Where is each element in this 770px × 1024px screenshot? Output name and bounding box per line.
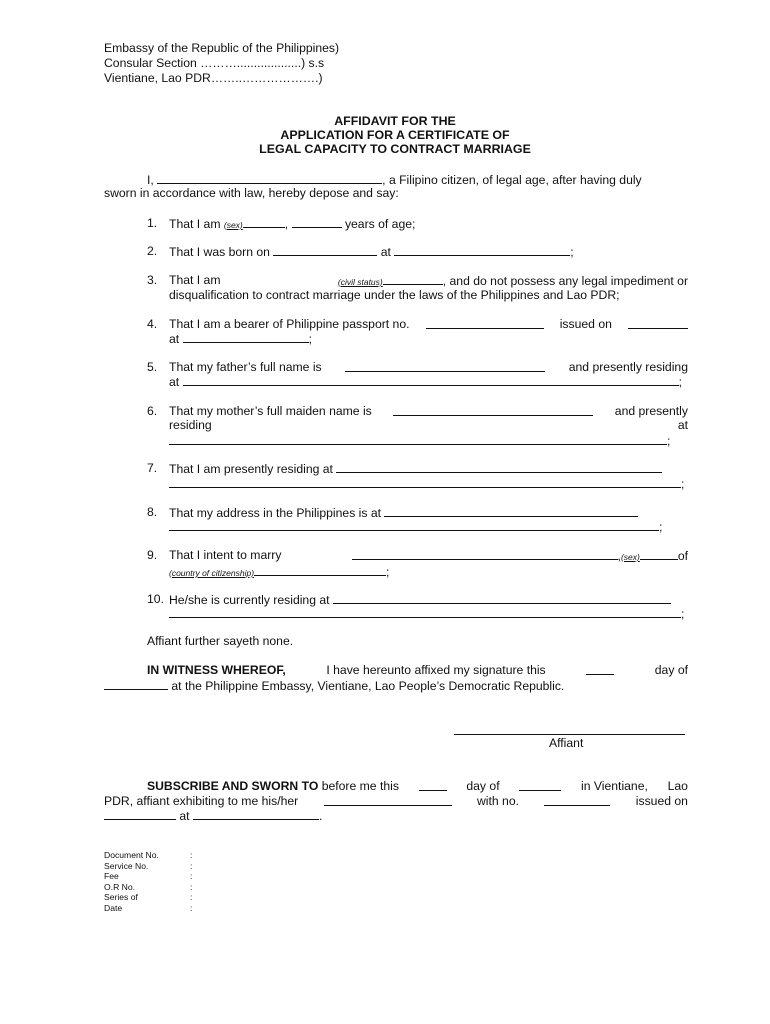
item-4-at: at	[169, 332, 180, 346]
subscribe-day-of: day of	[466, 779, 500, 793]
item-10-line-2	[169, 606, 684, 622]
birth-date-field[interactable]	[273, 244, 377, 256]
subscribe-place: in Vientiane,	[581, 779, 648, 793]
item-9-number: 9.	[147, 548, 158, 562]
item-3-line-2: disqualification to contract marriage under the laws of the Philippines and Lao PDR;	[169, 288, 620, 302]
subscribe-month-field[interactable]	[519, 779, 561, 791]
doc-meta-row	[104, 892, 192, 903]
item-5-line-2	[169, 374, 682, 390]
item-9-line-1: That I intent to marry ,(sex) of	[169, 548, 688, 563]
item-6-presently: and presently	[614, 404, 688, 418]
item-4-number: 4.	[147, 317, 158, 331]
spouse-sex-field[interactable]	[640, 548, 678, 560]
item-5-semicolon: ;	[678, 375, 682, 389]
item-6-text: That my mother’s full maiden name is	[169, 404, 372, 418]
doc-meta-label: Document No.	[104, 850, 159, 860]
further-sayeth: Affiant further sayeth none.	[147, 634, 294, 648]
affiant-label: Affiant	[549, 736, 584, 750]
subscribe-lao: Lao	[667, 779, 688, 793]
doc-meta-row	[104, 882, 192, 893]
item-4-semicolon: ;	[308, 332, 312, 346]
subscribe-day-field[interactable]	[419, 779, 447, 791]
mother-name-field[interactable]	[393, 404, 593, 416]
sex-field[interactable]	[243, 216, 285, 228]
header-line-embassy: Embassy of the Republic of the Philippines)	[104, 41, 340, 55]
affiant-name-field[interactable]	[157, 172, 382, 184]
intro-after: , a Filipino citizen, of legal age, after having duly	[382, 173, 642, 187]
item-3-text: That I am	[169, 273, 221, 287]
item-3-civil-status-hint: (civil status)	[337, 277, 383, 287]
spouse-citizenship-field[interactable]	[254, 564, 386, 576]
spouse-residence-field-1[interactable]	[333, 592, 671, 604]
mother-residence-field[interactable]	[169, 433, 667, 445]
item-4-line-2	[169, 331, 312, 347]
item-6-line-2	[169, 418, 688, 433]
item-2-number: 2.	[147, 244, 158, 258]
item-5-line-1	[169, 360, 688, 375]
passport-no-field[interactable]	[426, 317, 544, 329]
doc-meta-label: Fee	[104, 871, 119, 881]
id-issue-place-field[interactable]	[193, 808, 319, 820]
item-7-line-2	[169, 476, 684, 492]
item-9-of: of	[677, 549, 688, 563]
item-5-at: at	[169, 375, 180, 389]
witness-line-1	[147, 663, 688, 678]
item-9-sex-hint: (sex)	[620, 552, 640, 562]
birth-place-field[interactable]	[394, 244, 570, 256]
item-7-number: 7.	[147, 461, 158, 475]
id-number-field[interactable]	[544, 794, 610, 806]
item-10-text: He/she is currently residing at	[169, 593, 330, 607]
item-10-number: 10.	[147, 592, 164, 606]
item-8-semicolon: ;	[659, 520, 663, 534]
doc-meta-block	[104, 850, 192, 913]
item-1-comma: ,	[284, 217, 289, 231]
ph-address-field-2[interactable]	[169, 519, 659, 531]
item-9-text: That I intent to marry	[169, 548, 282, 562]
item-3-text-b: , and do not possess any legal impediment or	[442, 274, 688, 288]
item-5-residing: and presently residing	[568, 360, 688, 374]
witness-bold: IN WITNESS WHEREOF,	[147, 663, 286, 677]
witness-place-text: at the Philippine Embassy, Vientiane, Lao People’s Democratic Republic.	[171, 679, 565, 693]
present-address-field-1[interactable]	[336, 461, 662, 473]
subscribe-period: .	[318, 809, 323, 823]
header-line-consular: Consular Section ………...................) s.s	[104, 56, 325, 70]
item-2-at: at	[380, 245, 391, 259]
subscribe-before: before me this	[321, 779, 399, 793]
item-8-line-2	[169, 519, 662, 535]
doc-meta-sep: :	[190, 871, 193, 881]
subscribe-pdr: PDR, affiant exhibiting to me his/her	[104, 794, 299, 808]
item-4-text: That I am a bearer of Philippine passport no.	[169, 317, 410, 331]
subscribe-issued-on: issued on	[635, 794, 688, 808]
item-6-at: at	[677, 418, 688, 432]
item-6-line-3	[169, 433, 670, 449]
doc-meta-label: Service No.	[104, 860, 149, 871]
doc-meta-sep: :	[190, 850, 193, 860]
item-10-semicolon: ;	[681, 607, 685, 621]
item-8-text: That my address in the Philippines is at	[169, 506, 382, 520]
item-2	[169, 244, 574, 260]
subscribe-line-2	[104, 794, 688, 809]
subscribe-line-3	[104, 808, 322, 824]
intro-i: I,	[147, 173, 154, 187]
witness-month-field[interactable]	[104, 678, 168, 690]
doc-meta-row	[104, 861, 192, 872]
header-line-vientiane: Vientiane, Lao PDR……..……………….)	[104, 71, 323, 85]
doc-meta-row	[104, 871, 192, 882]
item-4-issued: issued on	[559, 317, 612, 331]
item-9-country-hint: (country of citizenship)	[169, 568, 255, 578]
item-6-number: 6.	[147, 404, 158, 418]
witness-text: I have hereunto affixed my signature this	[326, 663, 546, 677]
spouse-residence-field-2[interactable]	[169, 606, 681, 618]
intro-line-2: sworn in accordance with law, hereby depose and say:	[104, 186, 399, 200]
id-issue-date-field[interactable]	[104, 808, 176, 820]
passport-issue-date-field[interactable]	[628, 317, 688, 329]
ph-address-field-1[interactable]	[384, 505, 638, 517]
item-5-text: That my father’s full name is	[169, 360, 322, 374]
civil-status-field[interactable]	[383, 273, 443, 285]
item-1-age-text: years of age;	[344, 217, 416, 231]
witness-day-field[interactable]	[586, 663, 614, 675]
doc-meta-label: O.R No.	[104, 881, 136, 892]
item-9-semicolon: ;	[386, 565, 390, 579]
item-4-line-1	[169, 317, 688, 332]
subscribe-bold: SUBSCRIBE AND SWORN TO	[147, 779, 319, 793]
subscribe-at: at	[179, 809, 190, 823]
doc-meta-row	[104, 850, 192, 861]
item-7-text: That I am presently residing at	[169, 462, 333, 476]
subscribe-line-1	[147, 779, 688, 794]
affiant-signature-line[interactable]	[454, 734, 685, 735]
id-document-field[interactable]	[324, 794, 452, 806]
subscribe-with-no: with no.	[476, 794, 519, 808]
doc-meta-sep: :	[190, 860, 193, 871]
item-9-line-2	[169, 564, 389, 581]
item-1-number: 1.	[147, 216, 158, 230]
doc-meta-sep: :	[190, 892, 193, 902]
item-5-number: 5.	[147, 360, 158, 374]
witness-line-2	[104, 678, 564, 694]
item-2-semicolon: ;	[570, 245, 574, 259]
present-address-field-2[interactable]	[169, 476, 681, 488]
item-1-sex-hint: (sex)	[223, 220, 243, 230]
item-7-semicolon: ;	[681, 477, 685, 491]
spouse-name-field[interactable]	[352, 548, 618, 560]
doc-meta-sep: :	[190, 881, 193, 892]
item-2-text: That I was born on	[169, 245, 270, 259]
father-residence-field[interactable]	[183, 374, 679, 386]
item-6-residing: residing	[169, 418, 212, 432]
witness-day-of: day of	[654, 663, 688, 677]
title-line-3: LEGAL CAPACITY TO CONTRACT MARRIAGE	[259, 142, 531, 156]
title-line-1: AFFIDAVIT FOR THE	[334, 114, 456, 128]
title-line-2: APPLICATION FOR A CERTIFICATE OF	[280, 128, 510, 142]
doc-meta-sep: :	[190, 902, 193, 913]
item-8-number: 8.	[147, 505, 158, 519]
age-field[interactable]	[292, 216, 342, 228]
item-6-semicolon: ;	[667, 434, 671, 448]
doc-meta-label: Series of	[104, 892, 138, 902]
item-1-text: That I am	[169, 217, 221, 231]
item-1	[169, 216, 415, 233]
item-7-line-1	[169, 461, 662, 477]
father-name-field[interactable]	[345, 360, 545, 372]
doc-meta-row	[104, 903, 192, 914]
item-3-number: 3.	[147, 273, 158, 287]
passport-issue-place-field[interactable]	[183, 331, 309, 343]
doc-meta-label: Date	[104, 902, 123, 913]
item-6-line-1	[169, 404, 688, 419]
